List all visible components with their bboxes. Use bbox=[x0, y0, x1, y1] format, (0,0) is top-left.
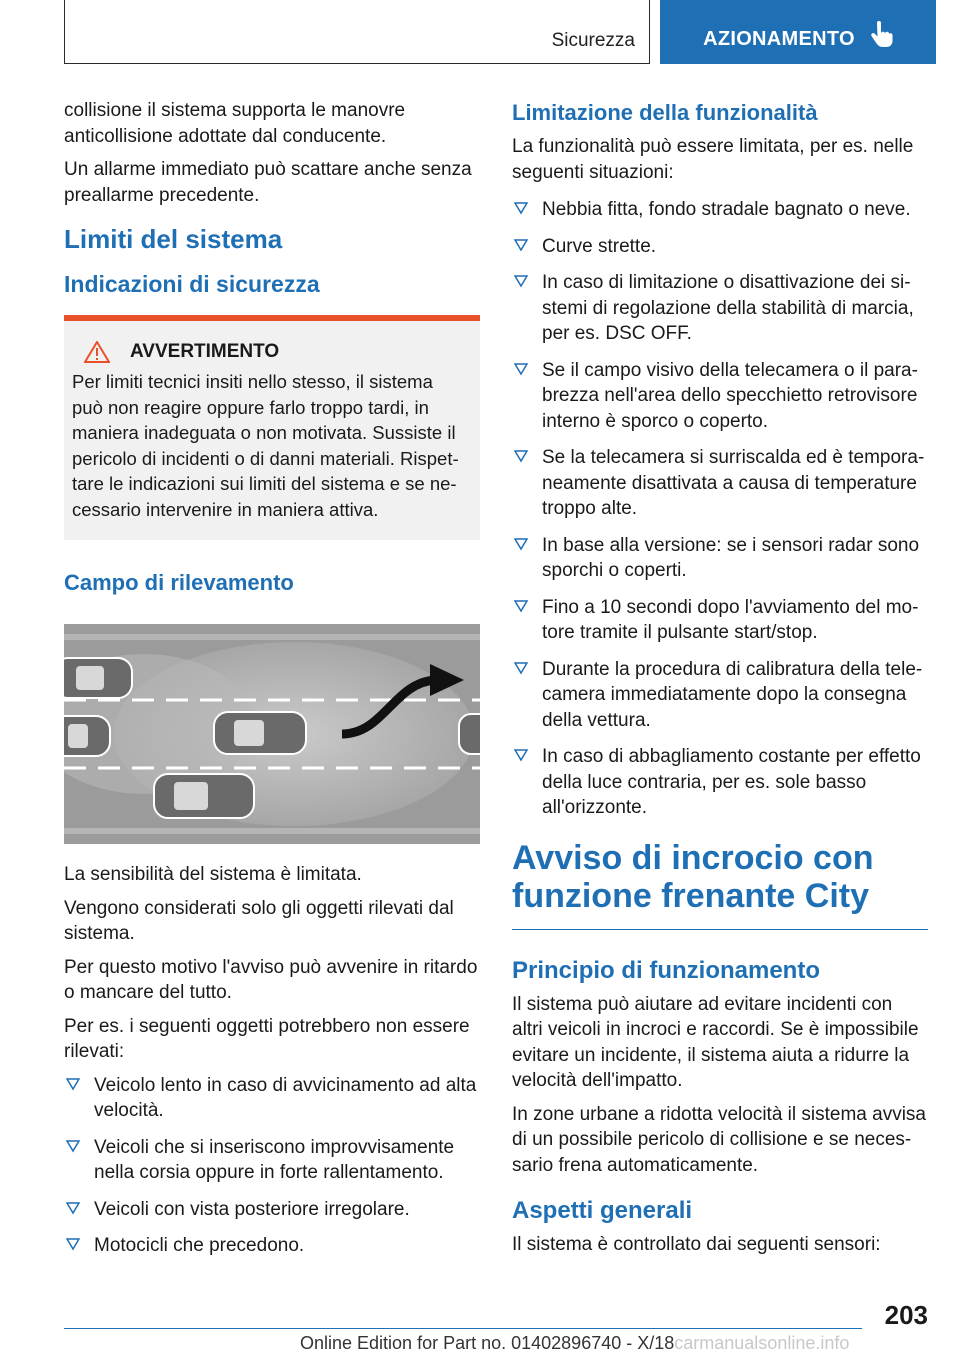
triangle-bullet-icon bbox=[66, 1201, 80, 1215]
detection-range-illustration bbox=[64, 624, 480, 844]
list-item: In base alla versione: se i sensori radar sono sporchi o coperti. bbox=[512, 533, 928, 584]
undetected-objects-list bbox=[64, 1073, 480, 1259]
triangle-bullet-icon bbox=[514, 748, 528, 762]
chapter-title: AZIONAMENTO bbox=[703, 28, 855, 50]
edition-text: Online Edition for Part no. 01402896740 - X/18 bbox=[300, 1333, 675, 1353]
warning-header bbox=[72, 341, 466, 363]
heading-system-limits: Limiti del sistema bbox=[64, 224, 283, 254]
warning-title: AVVERTIMENTO bbox=[130, 341, 280, 362]
triangle-bullet-icon bbox=[514, 661, 528, 675]
list-item: In caso di limitazione o disattivazione dei sistemi di regolazione della stabilità di marcia, per es. DSC OFF. bbox=[512, 270, 928, 347]
list-item: Se la telecamera si surriscalda ed è temporaneamente disattivata a causa di temperature troppo alte. bbox=[512, 445, 928, 522]
list-item: Fino a 10 secondi dopo l'avviamento del motore tramite il pulsante start/stop. bbox=[512, 595, 928, 646]
warning-box bbox=[64, 315, 480, 540]
heading-general-aspects: Aspetti generali bbox=[512, 1197, 693, 1224]
intro-paragraph-1: collisione il sistema supporta le manovre anticollisione adottate dal conducente. bbox=[64, 100, 406, 147]
triangle-bullet-icon bbox=[514, 201, 528, 215]
paragraph-examples: Per es. i seguenti oggetti potrebbero non essere rilevati: bbox=[64, 1015, 470, 1062]
heading-function-limitation: Limitazione della funzionalità bbox=[512, 100, 818, 125]
heading-operating-principle: Principio di funzionamento bbox=[512, 956, 820, 984]
section-title: Sicurezza bbox=[551, 30, 635, 51]
intro-paragraph-2: Un allarme immediato può scattare anche senza preallarme precedente. bbox=[64, 159, 472, 206]
paragraph-detected-only: Vengono considerati solo gli oggetti rilevati dal sistema. bbox=[64, 897, 454, 944]
list-item: Se il campo visivo della telecamera o il parabrezza nell'area dello specchietto retrovisore interno è sporco o coperto. bbox=[512, 358, 928, 435]
heading-cross-traffic-warning: Avviso di incrocio con funzione frenante City bbox=[512, 838, 874, 915]
list-item: Veicoli con vista posteriore irregolare. bbox=[64, 1197, 480, 1223]
paragraph-delay: Per questo motivo l'avviso può avvenire in ritardo o mancare del tutto. bbox=[64, 956, 478, 1003]
triangle-bullet-icon bbox=[66, 1237, 80, 1251]
principle-paragraph-2: In zone urbane a ridotta velocità il sistema avvisa di un possibile pericolo di collisione e se necessario frena automaticamente. bbox=[512, 1103, 926, 1176]
limitation-list bbox=[512, 197, 928, 821]
triangle-bullet-icon bbox=[514, 537, 528, 551]
heading-detection-range: Campo di rilevamento bbox=[64, 570, 294, 595]
triangle-bullet-icon bbox=[514, 362, 528, 376]
list-item: Nebbia fitta, fondo stradale bagnato o neve. bbox=[512, 197, 928, 223]
heading-rule bbox=[512, 929, 928, 930]
left-column bbox=[64, 98, 480, 1270]
triangle-bullet-icon bbox=[66, 1077, 80, 1091]
list-item: In caso di abbagliamento costante per effetto della luce contraria, per es. sole basso all'orizzonte. bbox=[512, 744, 928, 821]
footer-edition bbox=[300, 1333, 849, 1354]
watermark-text: carmanualsonline.info bbox=[674, 1333, 850, 1353]
list-item: Durante la procedura di calibratura della telecamera immediatamente dopo la consegna della vettura. bbox=[512, 657, 928, 734]
list-item: Veicolo lento in caso di avvicinamento ad alta velocità. bbox=[64, 1073, 480, 1124]
chapter-tab[interactable] bbox=[660, 0, 936, 64]
warning-text: Per limiti tecnici insiti nello stesso, il sistema può non reagire oppure farlo troppo tardi, in maniera inadeguata o non motivata. Sussiste il pericolo di incidenti o di danni materiali. Rispettare le indicazioni sui limiti del sistema e se necessario intervenire in maniera attiva. bbox=[72, 371, 459, 520]
function-intro: La funzionalità può essere limitata, per es. nelle seguenti situazioni: bbox=[512, 136, 914, 183]
warning-triangle-icon bbox=[84, 341, 110, 363]
triangle-bullet-icon bbox=[514, 274, 528, 288]
triangle-bullet-icon bbox=[514, 599, 528, 613]
hand-pointer-icon bbox=[869, 21, 893, 54]
list-item: Veicoli che si inseriscono improvvisamente nella corsia oppure in forte rallentamento. bbox=[64, 1135, 480, 1186]
principle-paragraph-1: Il sistema può aiutare ad evitare incidenti con altri veicoli in incroci e raccordi. Se è impossibile evitare un incidente, il sistema aiuta a ridurre la velocità dell'impatto. bbox=[512, 993, 919, 1091]
page-number: 203 bbox=[884, 1300, 928, 1330]
footer-rule bbox=[64, 1328, 862, 1329]
triangle-bullet-icon bbox=[514, 238, 528, 252]
paragraph-sensitivity: La sensibilità del sistema è limitata. bbox=[64, 864, 362, 885]
header-section-box bbox=[64, 0, 650, 64]
heading-safety-notes: Indicazioni di sicurezza bbox=[64, 271, 320, 297]
list-item: Motocicli che precedono. bbox=[64, 1233, 480, 1259]
right-column bbox=[512, 98, 928, 1266]
triangle-bullet-icon bbox=[66, 1139, 80, 1153]
triangle-bullet-icon bbox=[514, 449, 528, 463]
general-paragraph-1: Il sistema è controllato dai seguenti sensori: bbox=[512, 1234, 881, 1255]
list-item: Curve strette. bbox=[512, 234, 928, 260]
